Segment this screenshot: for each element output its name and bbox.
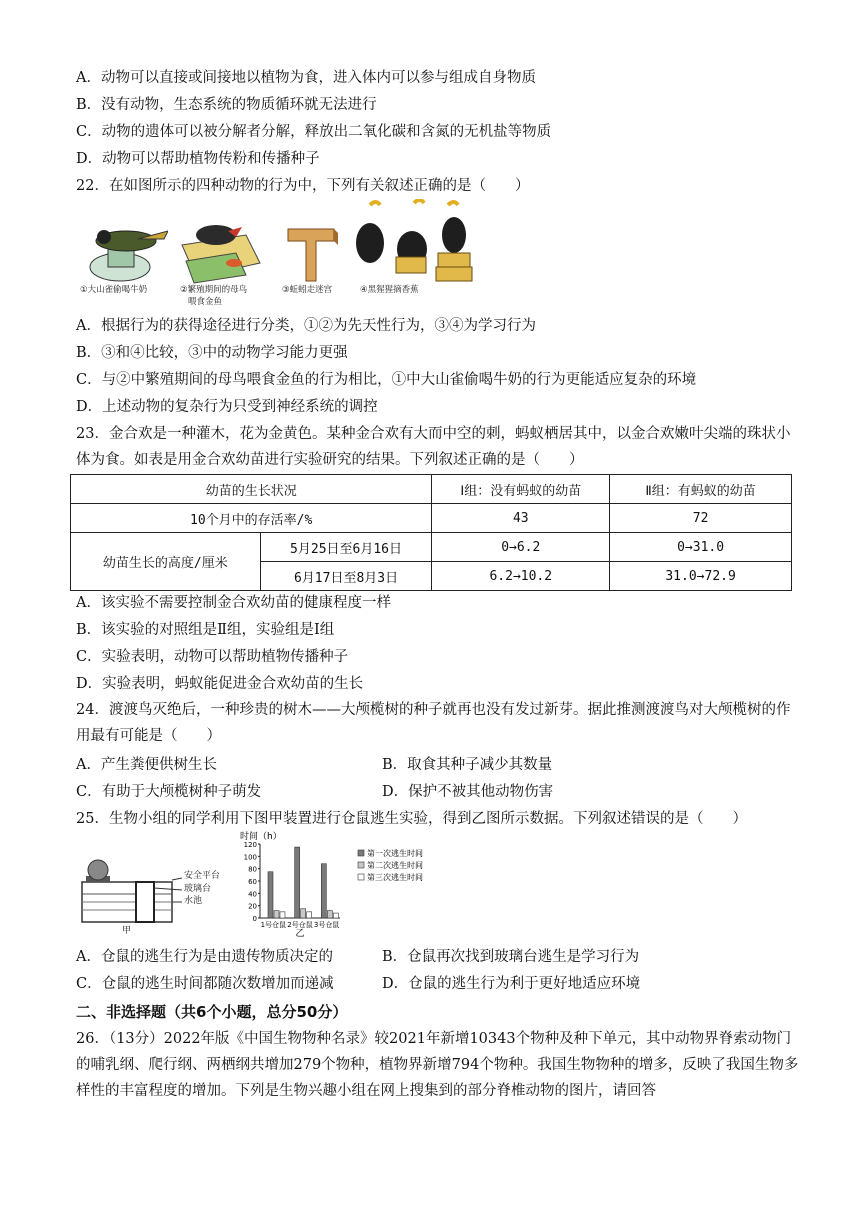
q22-option-c: C．与②中繁殖期间的母鸟喂食金鱼的行为相比，①中大山雀偷喝牛奶的行为更能适应复杂的环境: [76, 372, 697, 388]
table-cell: 72: [610, 504, 792, 533]
table-subrow-label: 5月25日至6月16日: [260, 533, 432, 562]
t-maze-illustration: [284, 223, 340, 285]
y-tick-label: 60: [248, 878, 257, 886]
fig-b-label: 乙: [295, 929, 305, 938]
legend-label: 第一次逃生时间: [367, 849, 423, 858]
y-tick-label: 80: [248, 865, 257, 874]
chimp-banana-illustration: [350, 199, 476, 287]
y-axis-title: 时间（h）: [240, 832, 282, 842]
q25-option-d: D．仓鼠的逃生行为利于更好地适应环境: [382, 976, 641, 992]
q25-figure: [78, 830, 458, 940]
table-cell: 0→6.2: [432, 533, 610, 562]
table-cell: 6.2→10.2: [432, 562, 610, 591]
escape-device-diagram: [78, 852, 238, 932]
q22-figure: [78, 205, 478, 313]
q24-option-c: C．有助于大颅榄树种子萌发: [76, 784, 262, 800]
caption-2a: ②繁殖期间的母鸟: [180, 285, 248, 295]
q22-option-b: B．③和④比较，③中的动物学习能力更强: [76, 345, 348, 361]
q22-stem: 22．在如图所示的四种动物的行为中，下列有关叙述正确的是（ ）: [76, 178, 530, 194]
x-tick-label: 2号仓鼠: [287, 921, 313, 929]
bar: [321, 864, 326, 918]
table-row-height-label: 幼苗生长的高度/厘米: [71, 533, 261, 591]
q22-option-d: D．上述动物的复杂行为只受到神经系统的调控: [76, 399, 378, 415]
table-cell: 43: [432, 504, 610, 533]
q21-option-a: A．动物可以直接或间接地以植物为食，进入体内可以参与组成自身物质: [76, 70, 536, 86]
q24-option-b: B．取食其种子减少其数量: [382, 757, 553, 773]
q22-option-a: A．根据行为的获得途径进行分类，①②为先天性行为，③④为学习行为: [76, 318, 536, 334]
label-glass-platform: 玻璃台: [184, 884, 212, 894]
table-header-group1: Ⅰ组：没有蚂蚁的幼苗: [432, 475, 610, 504]
q24-option-d: D．保护不被其他动物伤害: [382, 784, 554, 800]
q24-option-a: A．产生粪便供树生长: [76, 757, 217, 773]
legend-swatch: [358, 862, 364, 868]
table-subrow-label: 6月17日至8月3日: [260, 562, 432, 591]
x-tick-label: 3号仓鼠: [313, 921, 340, 929]
q23-table: [70, 474, 792, 591]
table-header-group2: Ⅱ组：有蚂蚁的幼苗: [610, 475, 792, 504]
y-tick-label: 0: [252, 915, 257, 923]
q21-option-c: C．动物的遗体可以被分解者分解，释放出二氧化碳和含氮的无机盐等物质: [76, 124, 552, 140]
caption-1: ①大山雀偷喝牛奶: [80, 285, 148, 295]
q25-stem: 25．生物小组的同学利用下图甲装置进行仓鼠逃生实验，得到乙图所示数据。下列叙述错误的是（ ）: [76, 811, 747, 827]
legend-label: 第二次逃生时间: [367, 861, 423, 870]
q23-option-c: C．实验表明，动物可以帮助植物传播种子: [76, 649, 349, 665]
y-tick-label: 40: [248, 890, 257, 899]
q23-option-d: D．实验表明，蚂蚁能促进金合欢幼苗的生长: [76, 676, 364, 692]
bar: [280, 912, 285, 918]
section-2-heading: 二、非选择题（共6个小题，总分50分）: [76, 1003, 348, 1021]
fig-a-label: 甲: [122, 926, 132, 936]
table-cell: 0→31.0: [610, 533, 792, 562]
q25-option-b: B．仓鼠再次找到玻璃台逃生是学习行为: [382, 949, 640, 965]
legend-swatch: [358, 874, 364, 880]
table-row-survival-label: 10个月中的存活率/%: [71, 504, 432, 533]
label-pool: 水池: [184, 896, 203, 906]
legend-swatch: [358, 850, 364, 856]
x-tick-label: 1号仓鼠: [260, 921, 287, 929]
escape-time-chart: [238, 830, 458, 938]
table-cell: 31.0→72.9: [610, 562, 792, 591]
bird-goldfish-illustration: [176, 205, 264, 287]
caption-2b: 喂食金鱼: [188, 297, 223, 307]
caption-3: ③蚯蚓走迷宫: [282, 285, 333, 295]
q25-option-c: C．仓鼠的逃生时间都随次数增加而递减: [76, 976, 334, 992]
bar: [295, 847, 300, 918]
bar: [333, 913, 338, 918]
bar: [307, 912, 312, 918]
y-tick-label: 20: [248, 902, 257, 911]
q23-option-a: A．该实验不需要控制金合欢幼苗的健康程度一样: [76, 595, 391, 611]
q21-option-d: D．动物可以帮助植物传粉和传播种子: [76, 151, 320, 167]
caption-4: ④黑猩猩摘香蕉: [360, 285, 419, 295]
bar: [274, 911, 279, 918]
y-tick-label: 120: [243, 841, 257, 849]
q24-stem: 24．渡渡鸟灭绝后，一种珍贵的树木——大颅榄树的种子就再也没有发过新芽。据此推测渡渡鸟对大颅榄树的作用最有可能是（ ）: [76, 702, 791, 744]
q23-stem: 23．金合欢是一种灌木，花为金黄色。某种金合欢有大而中空的刺，蚂蚁栖居其中，以金合欢嫩叶尖端的珠状小体为食。如表是用金合欢幼苗进行实验研究的结果。下列叙述正确的是（ ）: [76, 426, 791, 468]
q25-option-a: A．仓鼠的逃生行为是由遗传物质决定的: [76, 949, 333, 965]
y-tick-label: 100: [243, 853, 257, 862]
bird-milk-illustration: [78, 205, 168, 295]
q23-option-b: B．该实验的对照组是Ⅱ组，实验组是Ⅰ组: [76, 622, 335, 638]
label-safe-platform: 安全平台: [184, 871, 221, 881]
legend-label: 第三次逃生时间: [367, 873, 423, 882]
bar: [327, 911, 332, 918]
q26-text: 26．（13分）2022年版《中国生物物种名录》较2021年新增10343个物种及种下单元，其中动物界脊索动物门的哺乳纲、爬行纲、两栖纲共增加279个物种，植物界新增794个物种。我国生物物种的增多，反映了我国生物多样性的丰富程度的增加。下列是生物兴趣小组在网上搜集到的部分脊椎动物的图片，请回答: [76, 1031, 799, 1099]
bar: [301, 909, 306, 918]
bar: [268, 872, 273, 918]
q21-option-b: B．没有动物，生态系统的物质循环就无法进行: [76, 97, 377, 113]
table-header-status: 幼苗的生长状况: [71, 475, 432, 504]
